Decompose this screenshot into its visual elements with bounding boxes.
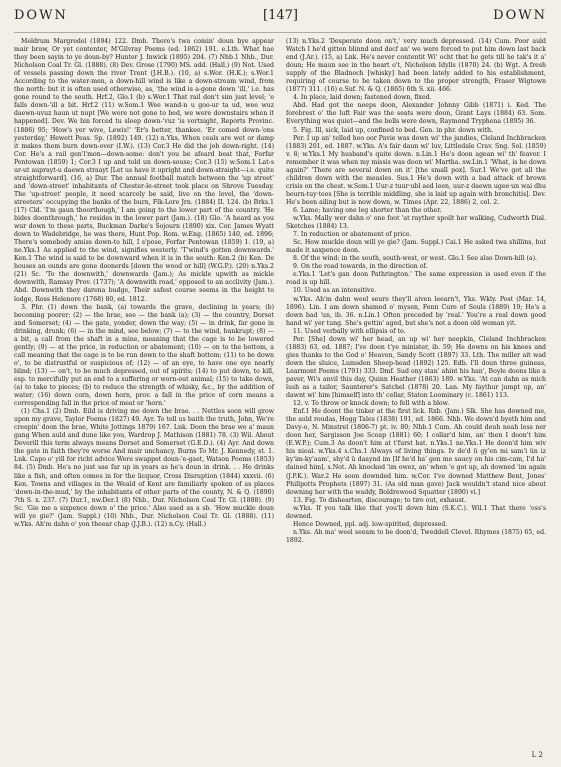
paragraph: (13) n.Yks.2 'Desperate doon on't,' very much depressed. (14) Cum. Poor auld Watch I he'd gitten blinnd and decf an' we were forced to put him down last back end (J.Ar.). (15, a) Lnk. He's never contentit Wi' ocht that he gets till he tak's it a' doun; He maun see in the heart o't, Nicholson Idylls (1870) 24. (b) Wgt. A fresh supply of the Bladnoch [whisky] had been lately added to his establishment, requiring of course to be taken down to the proper strength, Fraser Wigtown (1877) 311. (16) e.Suf. N. & Q. (1865) 6th S. xii. 466. [286, 38, 546, 94]
paragraph: 7. In reduction or abatement of price. [293, 231, 412, 239]
paragraph: Hence Downed, ppl. adj. low-spirited, depressed. [293, 520, 448, 528]
paragraph: Meldrum Margredel (1894) 122. Dmb. There's twa comin' doun bye appear mair braw, Or yet contenter, M'Gilvray Poems (ed. 1862) 191. e.Lth. What hae they been sayin to ye doun-by? Hunter J. Inwick (1895) 204. (7) Nhb.1 Nhb., Dur. Nicholson Coal Tr. Gl. (1888). (8) Dev. Grose (1790) MS. add. (Hall.) (9) Not. Used of vessels passing down the river Trent (J.H.B.). (10, a) s.Wor. (H.K.); s.Wor.1 According to the water-men, a down-hill wind is like a down-stream wind, from the north: but it is often used otherwise, as, 'the wind is a-gone down 'ill,' i.e. has gone round to the south. Hrf.2, Glo.1 (b) s.Wor.1 That rail don't sim just level; 'e falls down-'ill a bit. Hrf.2 (11) w.Som.1 Wee wand-n u goo-ur ta ud, wee wuz daewn-uvuz haun ut nupt [We were not gone to bed, we were downstairs when it happened]. Dev. We bin forced tu sleep down-'vuz 'is vortnight, Reports Provinc. (1886) 95; 'How's yer wive, Lewis!' 'Er's better, thankee. 'Er comed down-'ons yesterday,' Hewett Peas. Sp. (1892) 149. (12) n.Yks. When ceals are wet or damp it makes them burn down-over (I.W.). (13) Cor.3 He did the job down-right. (14) Cor. He's a rail gen'l'mon—down-some: don't you be afeard beat that, Forfar Pentowan (1859) 1; Cor.3 I up and told un down-souse; Cor.3 (15) w.Som.1 Lat-s ur-ut auprayt-u daewn straayt [Let us have it upright and down-straight—i.e. quite straightforward]. (16, a) Dur. The annual football match between the 'up street' and 'down-street' inhabitants of Chester-le-street took place on Shrove Tuesday. The 'up-street' people, it need scarcely be said, live on the level, the 'down-streeters' occupying the banks of the burn, Flk-Lore Jrn. (1884) II. 124. (b) Brks.1 (17) Cld. 'I'm gaun thoorthough,' I am going to the lower part of the country. 'He bides doonthrough,' he resides in the lower part (Jam.). (18) Glo. 'A heard as you wur down to these parts, Buckman Darke's Sojourn (1890) xix. Cor. James Wyatt down to Wadebridge, he was there, Hunt Pop. Rom. w.Eng. (1865) 140, ed. 1896; There's somebody amiss down-to hill, I s'pose, Forfar Pentowan (1859) 1. (19, a) ne.Yks.1 As applied to the wind, signifies westerly. 'T'wind's gotten downwards.' Ken.1 The wind is said to be downward when it is in the south: Ken.2 (b) Ken. De houses an ounds are gone doonerds [down the wood or hill] (W.G.P.). (20) n.Yks.2 (21) Sc. 'To the downwith,' downwards (Jam.); As mickle upwith as mickle downwith, Ramsay Prov. (1737); 'A downwith road,' opposed to an acclivity (Jam.). Abd. Downwith they darena budge, Their safest course seems in the height to lodge, Ross Helenore (1768) 80, ed. 1812. [14, 38, 274, 303]
paragraph: n.Yks. Ah ma' weel seeam to be doon'd, Tweddell Clevel. Rhymes (1875) 65, ed. 1892. [286, 528, 546, 544]
paragraph: Sc. How muckle doun will ye gie? (Jam. Suppl.) Cai.1 He asked twa shillins, but made it saxpence doon. [286, 239, 546, 255]
paragraph: w.Yks. Ah'm dahn weel seure they'll aiven leearn't, Yks. Wkly. Post (Mar. 14, 1896). Lin. I am down shamed o' mysen, Fenn Cure of Souls (1889) 19; He's a down bad 'un, ib. 36. n.Lin.1 Often preceded by 'real.' You're a real down good hand wi' yer tung. She's gettin' aged, but she's not a doon old woman yit. [286, 295, 546, 327]
signature-mark: L 2 [531, 751, 543, 759]
header-left-word: DOWN [14, 8, 68, 23]
right-column [286, 38, 546, 545]
paragraph: 8. Of the wind: in the south, south-west, or west. Glo.1 See also Down-hill (a). [293, 255, 538, 263]
paragraph: 4. In place, laid down; fastened down, fixed. [293, 94, 432, 102]
running-header [14, 8, 547, 33]
paragraph: Enf.1 He doont the tinker at the first lick. Rxb. (Jam.) Slk. She has downed me, the auld roudas, Hogg Tales (1838) 191, ed. 1866. Nhb. We down'd byeth him and Davy-o, N. Minstrel (1806-7) pt. iv. 80; Nhb.1 Cum. Ah could deuh neah less ner doon her, Sargisson Joe Scoap (1881) 60; I collar'd him, an' then I doon't him (E.W.P.); Cum.3 As doon't him at t'furst bat. n.Yks.1 ne.Yks.1 He doon'd him wiv his nieal. w.Yks.4 s.Chs.1 Always of living things. Iv de'd ü gy'en mi sam'i ün iz ky'im-ky'aam', shy'd ü daaynd im [If he'd ha' gen me saucy on his cim-cam, I'd ha' dained him]. s.Not. Ah knocked 'im owez, an' when 'e got up, ah downed 'im again (J.P.K.). War.2 He soon downded him. w.Cor. I've downed Matthew Bent, Jones' Phillpotts Prophets (1897) 31. (As old man gave) Jack wouldn't stand nice about downing her with the waddy, Boldrewood Squatter (1890) vi.] [286, 408, 546, 496]
paragraph: 6. Lame; having one leg shorter than the other. [293, 206, 442, 214]
paragraph: Per. I up an' telled hoo oor Pavie was down wi' the jandies, Cleland Inchbracken (1883) 201, ed. 1887. w.Yks. A's fair daun wi' luv, Littledale Crav. Sng. Sol. (1859) v. 8; w.Yks.1 My husband's quite down. n.Lin.1 He's doon agean wi' th' feaver. I remember it was when my missis was doon wi' Martha. sw.Lin.1 'What, is he down again?' 'There are several down on it' [the small pox]. Sur.1 We've got all the children down with the measles. Sus.1 He's down with a bad attack of brown crisis on the chest. w.Som.1 Uur-z tuur·ubl aed leen, uur-z daewn ugee·un wai dhu beurn-tuy·tees [She is terrible middling, she is laid up again with bronchitis]. Dev. He's been ailing but is now down, w. Times (Apr. 22, 1886) 2, col. 2. [286, 134, 546, 206]
paragraph: w.Yks. Mally wer dahn o' one foot 'at rayther spoilt her walking, Cudworth Dial. Sketches (1884) 13. [286, 215, 546, 231]
paragraph: (1) Chs.1 (2) Dmb. Eild is driving me down the brae. . . Nettles soon will grow upon my grave, Taylor Poems (1827) 49. Ayr. To tell us baith the truth, John, We're creepin' doon the brae, White Jottings 1879) 167. Lnk. Doon the brae we a' maun gang When auld and dune like you, Wardrop J. Mathison (1881) 78. (3) Wil. About Deverill this term always means Dorset and Somerset (G.E.D.). (4) Ayr. And down the gate in faith they're worse And mair unchancy, Burns To Mr. J. Kennedy, st. 1. Lnk. Capo o' yill for richt advice Were swappet doun-'e-gaet, Watson Poems (1853) 84. (5) Dmb. He's no just sae far up in years as he's doun in drink. . . He drinks like a fish, and often comes in for the licquor, Cross Disruption (1844) xxxvii. (6) Ken. Towns and villages in the Weald of Kent are familiarly spoken of as places 'down-in-the-mud,' by the inhabitants of other parts of the county, N. & Q. (1890) 7th S. x. 237. (7) Dur.1, nw.Der.1 (8) Nhb., Dur. Nicholson Coal Tr. Gl. (1888). (9) Sc. 'Gie me a sixpence down o' the price.' Also used as a sb. 'How muckle doun will ye gie?' (Jam. Suppl.) (10) Nhb., Dur. Nicholson Coal Tr. Gl. (1888). (11) w.Yks. Ah'm dahn o' yon theear chap (J.J.B.). (12) n.Cy. (Hall.) [14, 408, 274, 528]
paragraph: Abd. Had got the neeps doon, Alexander Johnny Gibb (1871) i. Ked. The forebrest o' the luft Fair was the seats were doon, Grant Lays (1884) 63. Som. Everything was quiet—and the bells were down, Raymond Tryphena (1895) 36. [286, 102, 546, 126]
paragraph: 13. Fig. To dishearten, discourage; to tire out, exhaust. [293, 496, 467, 504]
paragraph: 10. Used as an intensitive. [293, 287, 377, 295]
page-number: [147] [263, 8, 298, 23]
left-column [14, 38, 274, 545]
paragraph: 12. v. To throw or knock down; to fell with a blow. [293, 400, 450, 408]
paragraph: w.Yks. If you talk like that you'll down him (S.K.C.). Wil.1 That there 'oss's downed. [286, 504, 546, 520]
paragraph: Per. [She] down wi' her head, an up wi' her neepkin, Cleland Inchbracken (1883) 63, ed. 1887; I've doon t'ye minister, ib. 59; He downs on his knees and gies thanks to the God o' Heaven, Sandy Scott (1897) 33. Lth. The miller ait wad down the sluice, Lumsden Sheep-head (1892) 125. Edb. I'll doun three guineas, Learmont Poems (1791) 333. Dmf. Sud ony stan' ahint his han', Boyle doons like a paver, Wi's anvil this day, Quinn Heather (1863) 189. w.Yks. 'At can dahn as mich lush as a tailor, Saunterer's Satchel (1878) 20. Lan. My faythur jumpt up, an' dawnt wi' him [himself] into th' cellar, Staton Loominary (c. 1861) 113. [286, 335, 546, 400]
paragraph: 9. On the road towards, in the direction of. [293, 263, 428, 271]
paragraph: 3. Phr. (1) down the bank, (a) towards the grave, declining in years; (b) becoming poorer; (2) — the brae, see — the bank (a); (3) — the country, Dorset and Somerset; (4) — the gate, yonder, down the way; (5) — in drink, far gone in drinking, drunk; (6) — in the mind, see below; (7) — to the wind, bankrupt; (8) — a bit, a call from the shaft in a mine, meaning that the cage is to be lowered gently; (9) — at the price, in reduction or abatement; (10) — on to the bottom, a call meaning that the cage is to be run down to the shaft bottom; (11) to be down o', to be distrustful or suspicious of; (12) — of an eye, to have one eye nearly blind; (13) — on't, to be much depressed, out of spirits; (14) to put down, to kill, esp. to mercifully put an end to a suffering or worn-out animal; (15) to take down, (a) to take to pieces; (b) to reduce the strength of whisky, &c., by the addition of water; (16) down corn, down horn, prov. a fall in the price of corn means a corresponding fall in the price of meat or 'horn.' [14, 303, 274, 408]
two-column-body [14, 38, 547, 545]
paragraph: e.Yks.1 'Let's gan doon Pathrington.' The same expression is used even if the road is up hill. [286, 271, 546, 287]
paragraph: 5. Fig. Ill, sick, laid up, confined to bed. Gen. in phr. down with. [293, 126, 493, 134]
header-right-word: DOWN [493, 8, 547, 23]
paragraph: 11. Used verbally with ellipsis of to. [293, 327, 406, 335]
